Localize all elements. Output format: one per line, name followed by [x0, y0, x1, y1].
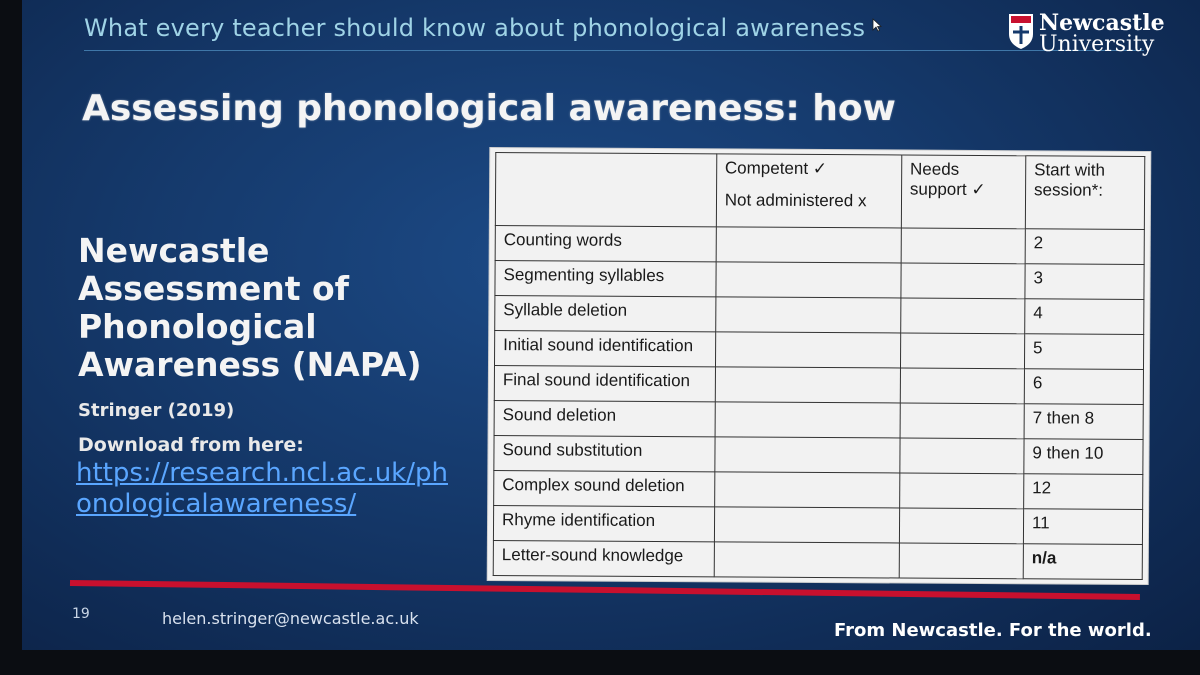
session-cell: 6	[1024, 369, 1143, 405]
table-header-competent	[716, 154, 902, 228]
competent-cell	[715, 332, 900, 368]
table-row	[495, 261, 1144, 300]
assessment-table-container	[488, 148, 1151, 584]
university-logo	[1007, 10, 1165, 58]
table-row	[494, 471, 1143, 510]
competent-cell	[716, 227, 901, 263]
needs-support-cell	[899, 543, 1023, 579]
cursor-icon	[872, 18, 882, 32]
needs-support-cell	[901, 228, 1025, 264]
needs-support-cell	[899, 508, 1023, 544]
session-cell: 4	[1025, 299, 1144, 335]
session-cell: 9 then 10	[1024, 439, 1143, 475]
session-cell: 7 then 8	[1024, 404, 1143, 440]
slide-number: 19	[72, 606, 90, 622]
header-not-administered-label: Not administered x	[724, 190, 867, 211]
competent-cell	[714, 472, 899, 508]
footer-tagline: From Newcastle. For the world.	[834, 620, 1152, 641]
needs-support-cell	[900, 368, 1024, 404]
needs-support-cell	[899, 473, 1023, 509]
assessment-table	[493, 152, 1146, 580]
task-cell: Syllable deletion	[495, 296, 716, 332]
session-cell: n/a	[1023, 544, 1142, 580]
table-row	[495, 296, 1144, 335]
task-cell: Letter-sound knowledge	[493, 541, 714, 577]
session-cell: 3	[1025, 264, 1144, 300]
session-cell: 11	[1023, 509, 1142, 545]
download-label: Download from here:	[78, 434, 304, 456]
table-header-start-session: Start with session*:	[1025, 156, 1144, 230]
session-cell: 2	[1025, 229, 1144, 265]
table-row	[494, 401, 1143, 440]
table-row	[494, 436, 1143, 475]
task-cell: Initial sound identification	[494, 331, 715, 367]
task-cell: Sound substitution	[494, 436, 715, 472]
presentation-slide	[22, 0, 1200, 650]
table-row	[493, 541, 1142, 580]
needs-support-cell	[900, 333, 1024, 369]
task-cell: Rhyme identification	[493, 506, 714, 542]
needs-support-cell	[900, 403, 1024, 439]
competent-cell	[714, 507, 899, 543]
task-cell: Segmenting syllables	[495, 261, 716, 297]
header-divider	[84, 50, 1144, 51]
table-header-needs-support: Needs support ✓	[901, 155, 1026, 229]
footer-red-divider	[70, 580, 1140, 600]
session-cell: 12	[1024, 474, 1143, 510]
header-competent-label: Competent ✓	[724, 158, 828, 179]
table-row	[493, 506, 1142, 545]
table-header-task	[495, 153, 716, 227]
competent-cell	[715, 367, 900, 403]
needs-support-cell	[900, 438, 1024, 474]
competent-cell	[715, 297, 900, 333]
competent-cell	[715, 437, 900, 473]
task-cell: Counting words	[495, 226, 716, 262]
assessment-title: Newcastle Assessment of Phonological Awareness (NAPA)	[78, 231, 422, 384]
table-header-row	[495, 153, 1144, 230]
needs-support-cell	[901, 298, 1025, 334]
competent-cell	[715, 402, 900, 438]
university-crest-icon	[1007, 12, 1035, 50]
slide-title: Assessing phonological awareness: how	[82, 88, 896, 129]
needs-support-cell	[901, 263, 1025, 299]
task-cell: Final sound identification	[494, 366, 715, 402]
competent-cell	[714, 542, 899, 578]
download-link[interactable]: https://research.ncl.ac.uk/phonologicalawareness/	[76, 458, 448, 519]
citation: Stringer (2019)	[78, 400, 235, 421]
competent-cell	[716, 262, 901, 298]
session-cell: 5	[1024, 334, 1143, 370]
logo-text-line2: University	[1039, 32, 1155, 57]
logo-text-line1: Newcastle	[1039, 10, 1165, 36]
task-cell: Complex sound deletion	[494, 471, 715, 507]
footer-email: helen.stringer@newcastle.ac.uk	[162, 609, 419, 628]
table-row	[494, 366, 1143, 405]
table-row	[495, 226, 1144, 265]
task-cell: Sound deletion	[494, 401, 715, 437]
table-row	[494, 331, 1143, 370]
header-title: What every teacher should know about phonological awareness	[84, 14, 866, 42]
